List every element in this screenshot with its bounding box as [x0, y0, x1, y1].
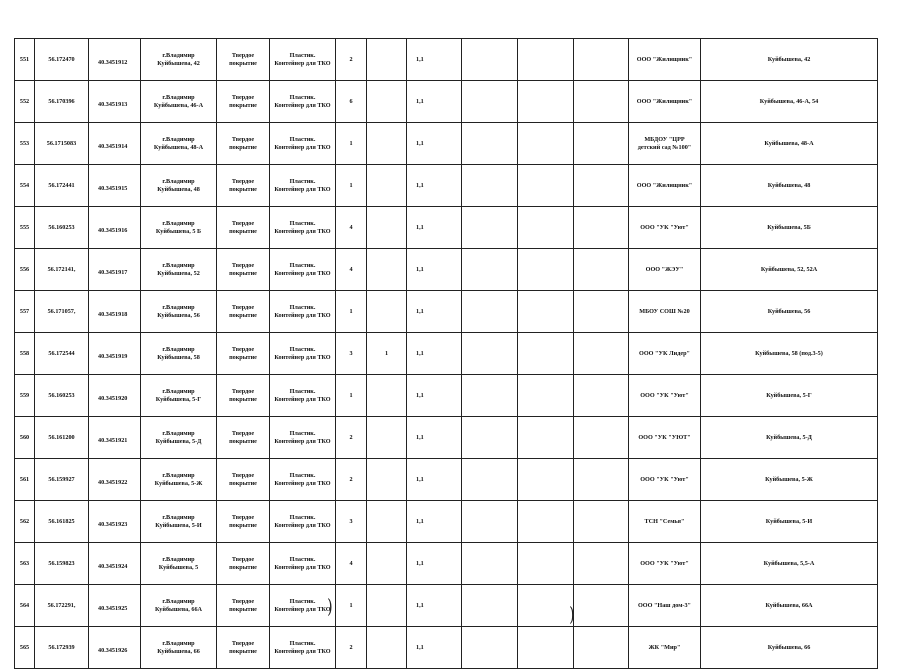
cell-container: Пластик. Контейнер для ТКО [270, 207, 336, 249]
cell-cover: Твердое покрытие [217, 165, 270, 207]
cell-empty [574, 627, 629, 669]
cell-code-1: 56.172470 [35, 39, 89, 81]
cell-extra [367, 123, 407, 165]
cell-container: Пластик. Контейнер для ТКО [270, 249, 336, 291]
cell-empty [574, 291, 629, 333]
cell-address: г.Владимир Куйбышева, 5-Ж [141, 459, 217, 501]
cell-object: Куйбышева, 5-Г [701, 375, 878, 417]
table-row [15, 291, 878, 333]
cell-extra [367, 627, 407, 669]
cell-address: г.Владимир Куйбышева, 66А [141, 585, 217, 627]
cell-extra [367, 165, 407, 207]
cell-address: г.Владимир Куйбышева, 5 [141, 543, 217, 585]
punch-hole-mark: ) [327, 594, 333, 618]
cell-empty [574, 249, 629, 291]
cell-organization: ООО "ЖЭУ" [629, 249, 701, 291]
cell-empty [518, 207, 574, 249]
cell-address: г.Владимир Куйбышева, 56 [141, 291, 217, 333]
cell-organization: ООО "УК "Уют" [629, 459, 701, 501]
cell-quantity: 1 [336, 165, 367, 207]
cell-code-1: 56.160253 [35, 375, 89, 417]
cell-empty [518, 417, 574, 459]
cell-empty [574, 501, 629, 543]
cell-empty [574, 543, 629, 585]
cell-code-1: 56.159823 [35, 543, 89, 585]
cell-empty [462, 585, 518, 627]
row-number: 552 [15, 81, 35, 123]
row-number: 553 [15, 123, 35, 165]
cell-object: Куйбышева, 5-И [701, 501, 878, 543]
table-row [15, 375, 878, 417]
cell-container: Пластик. Контейнер для ТКО [270, 333, 336, 375]
cell-container: Пластик. Контейнер для ТКО [270, 585, 336, 627]
cell-code-1: 56.161825 [35, 501, 89, 543]
cell-container: Пластик. Контейнер для ТКО [270, 501, 336, 543]
cell-quantity: 1 [336, 375, 367, 417]
cell-organization: ЖК "Мир" [629, 627, 701, 669]
cell-quantity: 2 [336, 627, 367, 669]
cell-coefficient: 1,1 [407, 333, 462, 375]
cell-empty [574, 81, 629, 123]
cell-code-1: 56.170396 [35, 81, 89, 123]
cell-object: Куйбышева, 42 [701, 39, 878, 81]
cell-coefficient: 1,1 [407, 291, 462, 333]
cell-organization: ООО "УК "Уют" [629, 207, 701, 249]
cell-code-2: 40.3451923 [89, 501, 141, 543]
row-number: 564 [15, 585, 35, 627]
cell-address: г.Владимир Куйбышева, 48 [141, 165, 217, 207]
cell-coefficient: 1,1 [407, 459, 462, 501]
cell-extra [367, 417, 407, 459]
cell-object: Куйбышева, 5Б [701, 207, 878, 249]
cell-container: Пластик. Контейнер для ТКО [270, 543, 336, 585]
cell-empty [518, 165, 574, 207]
cell-empty [462, 291, 518, 333]
cell-empty [462, 333, 518, 375]
cell-organization: ООО "УК Лидер" [629, 333, 701, 375]
row-number: 565 [15, 627, 35, 669]
cell-object: Куйбышева, 52, 52А [701, 249, 878, 291]
table-row [15, 249, 878, 291]
table-body [15, 39, 878, 669]
cell-empty [462, 501, 518, 543]
table-row [15, 165, 878, 207]
cell-empty [518, 123, 574, 165]
cell-code-1: 56.161200 [35, 417, 89, 459]
cell-empty [574, 207, 629, 249]
cell-cover: Твердое покрытие [217, 123, 270, 165]
cell-address: г.Владимир Куйбышева, 48-А [141, 123, 217, 165]
cell-container: Пластик. Контейнер для ТКО [270, 375, 336, 417]
cell-address: г.Владимир Куйбышева, 5-Д [141, 417, 217, 459]
cell-cover: Твердое покрытие [217, 585, 270, 627]
cell-coefficient: 1,1 [407, 207, 462, 249]
cell-code-1: 56.171057, [35, 291, 89, 333]
cell-coefficient: 1,1 [407, 249, 462, 291]
cell-code-1: 56.159927 [35, 459, 89, 501]
cell-address: г.Владимир Куйбышева, 52 [141, 249, 217, 291]
cell-address: г.Владимир Куйбышева, 42 [141, 39, 217, 81]
cell-extra: 1 [367, 333, 407, 375]
cell-quantity: 1 [336, 123, 367, 165]
cell-extra [367, 81, 407, 123]
cell-address: г.Владимир Куйбышева, 58 [141, 333, 217, 375]
cell-quantity: 6 [336, 81, 367, 123]
cell-extra [367, 543, 407, 585]
cell-code-2: 40.3451921 [89, 417, 141, 459]
cell-coefficient: 1,1 [407, 627, 462, 669]
cell-organization: МБДОУ "ЦРР детский сад №100" [629, 123, 701, 165]
cell-coefficient: 1,1 [407, 39, 462, 81]
cell-cover: Твердое покрытие [217, 39, 270, 81]
cell-empty [462, 375, 518, 417]
cell-organization: ООО "УК "Уют" [629, 375, 701, 417]
cell-empty [518, 375, 574, 417]
cell-empty [574, 333, 629, 375]
cell-quantity: 4 [336, 543, 367, 585]
cell-cover: Твердое покрытие [217, 207, 270, 249]
cell-quantity: 2 [336, 417, 367, 459]
cell-container: Пластик. Контейнер для ТКО [270, 291, 336, 333]
row-number: 554 [15, 165, 35, 207]
cell-object: Куйбышева, 56 [701, 291, 878, 333]
table-row [15, 543, 878, 585]
cell-empty [574, 459, 629, 501]
cell-empty [462, 459, 518, 501]
cell-empty [518, 39, 574, 81]
cell-coefficient: 1,1 [407, 165, 462, 207]
cell-organization: ООО "Наш дом-3" [629, 585, 701, 627]
cell-empty [518, 501, 574, 543]
cell-container: Пластик. Контейнер для ТКО [270, 123, 336, 165]
cell-code-2: 40.3451913 [89, 81, 141, 123]
cell-code-1: 56.160253 [35, 207, 89, 249]
cell-cover: Твердое покрытие [217, 291, 270, 333]
cell-coefficient: 1,1 [407, 123, 462, 165]
table-row [15, 417, 878, 459]
cell-extra [367, 501, 407, 543]
cell-cover: Твердое покрытие [217, 501, 270, 543]
cell-container: Пластик. Контейнер для ТКО [270, 459, 336, 501]
cell-code-1: 56.172441 [35, 165, 89, 207]
cell-code-1: 56.172939 [35, 627, 89, 669]
cell-empty [462, 39, 518, 81]
cell-empty [518, 333, 574, 375]
cell-code-1: 56.1715083 [35, 123, 89, 165]
cell-code-2: 40.3451920 [89, 375, 141, 417]
cell-empty [518, 627, 574, 669]
cell-coefficient: 1,1 [407, 375, 462, 417]
row-number: 562 [15, 501, 35, 543]
cell-empty [574, 375, 629, 417]
table-row [15, 39, 878, 81]
cell-quantity: 1 [336, 585, 367, 627]
cell-empty [518, 291, 574, 333]
cell-empty [574, 585, 629, 627]
cell-coefficient: 1,1 [407, 417, 462, 459]
cell-empty [574, 39, 629, 81]
cell-cover: Твердое покрытие [217, 81, 270, 123]
cell-quantity: 4 [336, 249, 367, 291]
cell-organization: ТСН "Семья" [629, 501, 701, 543]
cell-cover: Твердое покрытие [217, 417, 270, 459]
cell-code-2: 40.3451918 [89, 291, 141, 333]
cell-organization: ООО "Жилищник" [629, 165, 701, 207]
cell-code-2: 40.3451925 [89, 585, 141, 627]
cell-object: Куйбышева, 46-А, 54 [701, 81, 878, 123]
table-row [15, 627, 878, 669]
cell-object: Куйбышева, 48 [701, 165, 878, 207]
cell-cover: Твердое покрытие [217, 333, 270, 375]
cell-empty [574, 165, 629, 207]
cell-cover: Твердое покрытие [217, 459, 270, 501]
cell-extra [367, 249, 407, 291]
table-row [15, 333, 878, 375]
cell-extra [367, 459, 407, 501]
cell-container: Пластик. Контейнер для ТКО [270, 627, 336, 669]
cell-quantity: 3 [336, 333, 367, 375]
cell-object: Куйбышева, 66А [701, 585, 878, 627]
cell-extra [367, 39, 407, 81]
cell-empty [518, 249, 574, 291]
cell-organization: ООО "УК "Уют" [629, 543, 701, 585]
cell-container: Пластик. Контейнер для ТКО [270, 81, 336, 123]
cell-code-2: 40.3451919 [89, 333, 141, 375]
cell-code-2: 40.3451916 [89, 207, 141, 249]
cell-organization: ООО "Жилищник" [629, 39, 701, 81]
row-number: 557 [15, 291, 35, 333]
cell-container: Пластик. Контейнер для ТКО [270, 165, 336, 207]
cell-extra [367, 291, 407, 333]
cell-quantity: 4 [336, 207, 367, 249]
cell-coefficient: 1,1 [407, 81, 462, 123]
row-number: 559 [15, 375, 35, 417]
cell-extra [367, 375, 407, 417]
cell-empty [574, 417, 629, 459]
cell-address: г.Владимир Куйбышева, 46-А [141, 81, 217, 123]
row-number: 555 [15, 207, 35, 249]
cell-coefficient: 1,1 [407, 501, 462, 543]
row-number: 558 [15, 333, 35, 375]
cell-object: Куйбышева, 5,5-А [701, 543, 878, 585]
cell-empty [462, 249, 518, 291]
cell-code-1: 56.172291, [35, 585, 89, 627]
cell-object: Куйбышева, 5-Д [701, 417, 878, 459]
cell-code-2: 40.3451924 [89, 543, 141, 585]
cell-cover: Твердое покрытие [217, 627, 270, 669]
row-number: 563 [15, 543, 35, 585]
cell-empty [462, 81, 518, 123]
cell-code-1: 56.172544 [35, 333, 89, 375]
cell-quantity: 3 [336, 501, 367, 543]
cell-organization: МБОУ СОШ №20 [629, 291, 701, 333]
cell-quantity: 2 [336, 39, 367, 81]
cell-empty [518, 81, 574, 123]
cell-code-2: 40.3451915 [89, 165, 141, 207]
cell-code-2: 40.3451914 [89, 123, 141, 165]
cell-object: Куйбышева, 58 (под.3-5) [701, 333, 878, 375]
cell-extra [367, 207, 407, 249]
cell-empty [462, 543, 518, 585]
cell-empty [462, 417, 518, 459]
cell-empty [462, 123, 518, 165]
cell-coefficient: 1,1 [407, 585, 462, 627]
cell-extra [367, 585, 407, 627]
cell-empty [462, 165, 518, 207]
table-row [15, 207, 878, 249]
cell-quantity: 2 [336, 459, 367, 501]
cell-quantity: 1 [336, 291, 367, 333]
cell-organization: ООО "Жилищник" [629, 81, 701, 123]
cell-code-2: 40.3451917 [89, 249, 141, 291]
cell-address: г.Владимир Куйбышева, 5 Б [141, 207, 217, 249]
cell-code-1: 56.172141, [35, 249, 89, 291]
register-table [14, 38, 878, 669]
cell-empty [518, 543, 574, 585]
cell-empty [462, 627, 518, 669]
cell-code-2: 40.3451922 [89, 459, 141, 501]
cell-code-2: 40.3451912 [89, 39, 141, 81]
cell-organization: ООО "УК "УЮТ" [629, 417, 701, 459]
cell-cover: Твердое покрытие [217, 543, 270, 585]
cell-address: г.Владимир Куйбышева, 5-Г [141, 375, 217, 417]
table-row [15, 585, 878, 627]
punch-hole-mark: ) [569, 602, 575, 626]
cell-code-2: 40.3451926 [89, 627, 141, 669]
cell-empty [574, 123, 629, 165]
table-row [15, 81, 878, 123]
row-number: 551 [15, 39, 35, 81]
cell-cover: Твердое покрытие [217, 249, 270, 291]
cell-container: Пластик. Контейнер для ТКО [270, 39, 336, 81]
cell-coefficient: 1,1 [407, 543, 462, 585]
cell-empty [518, 459, 574, 501]
row-number: 560 [15, 417, 35, 459]
table-row [15, 501, 878, 543]
table-row [15, 459, 878, 501]
cell-object: Куйбышева, 48-А [701, 123, 878, 165]
cell-address: г.Владимир Куйбышева, 66 [141, 627, 217, 669]
cell-address: г.Владимир Куйбышева, 5-И [141, 501, 217, 543]
cell-container: Пластик. Контейнер для ТКО [270, 417, 336, 459]
row-number: 556 [15, 249, 35, 291]
cell-object: Куйбышева, 5-Ж [701, 459, 878, 501]
cell-empty [518, 585, 574, 627]
cell-empty [462, 207, 518, 249]
cell-object: Куйбышева, 66 [701, 627, 878, 669]
row-number: 561 [15, 459, 35, 501]
cell-cover: Твердое покрытие [217, 375, 270, 417]
table-row [15, 123, 878, 165]
